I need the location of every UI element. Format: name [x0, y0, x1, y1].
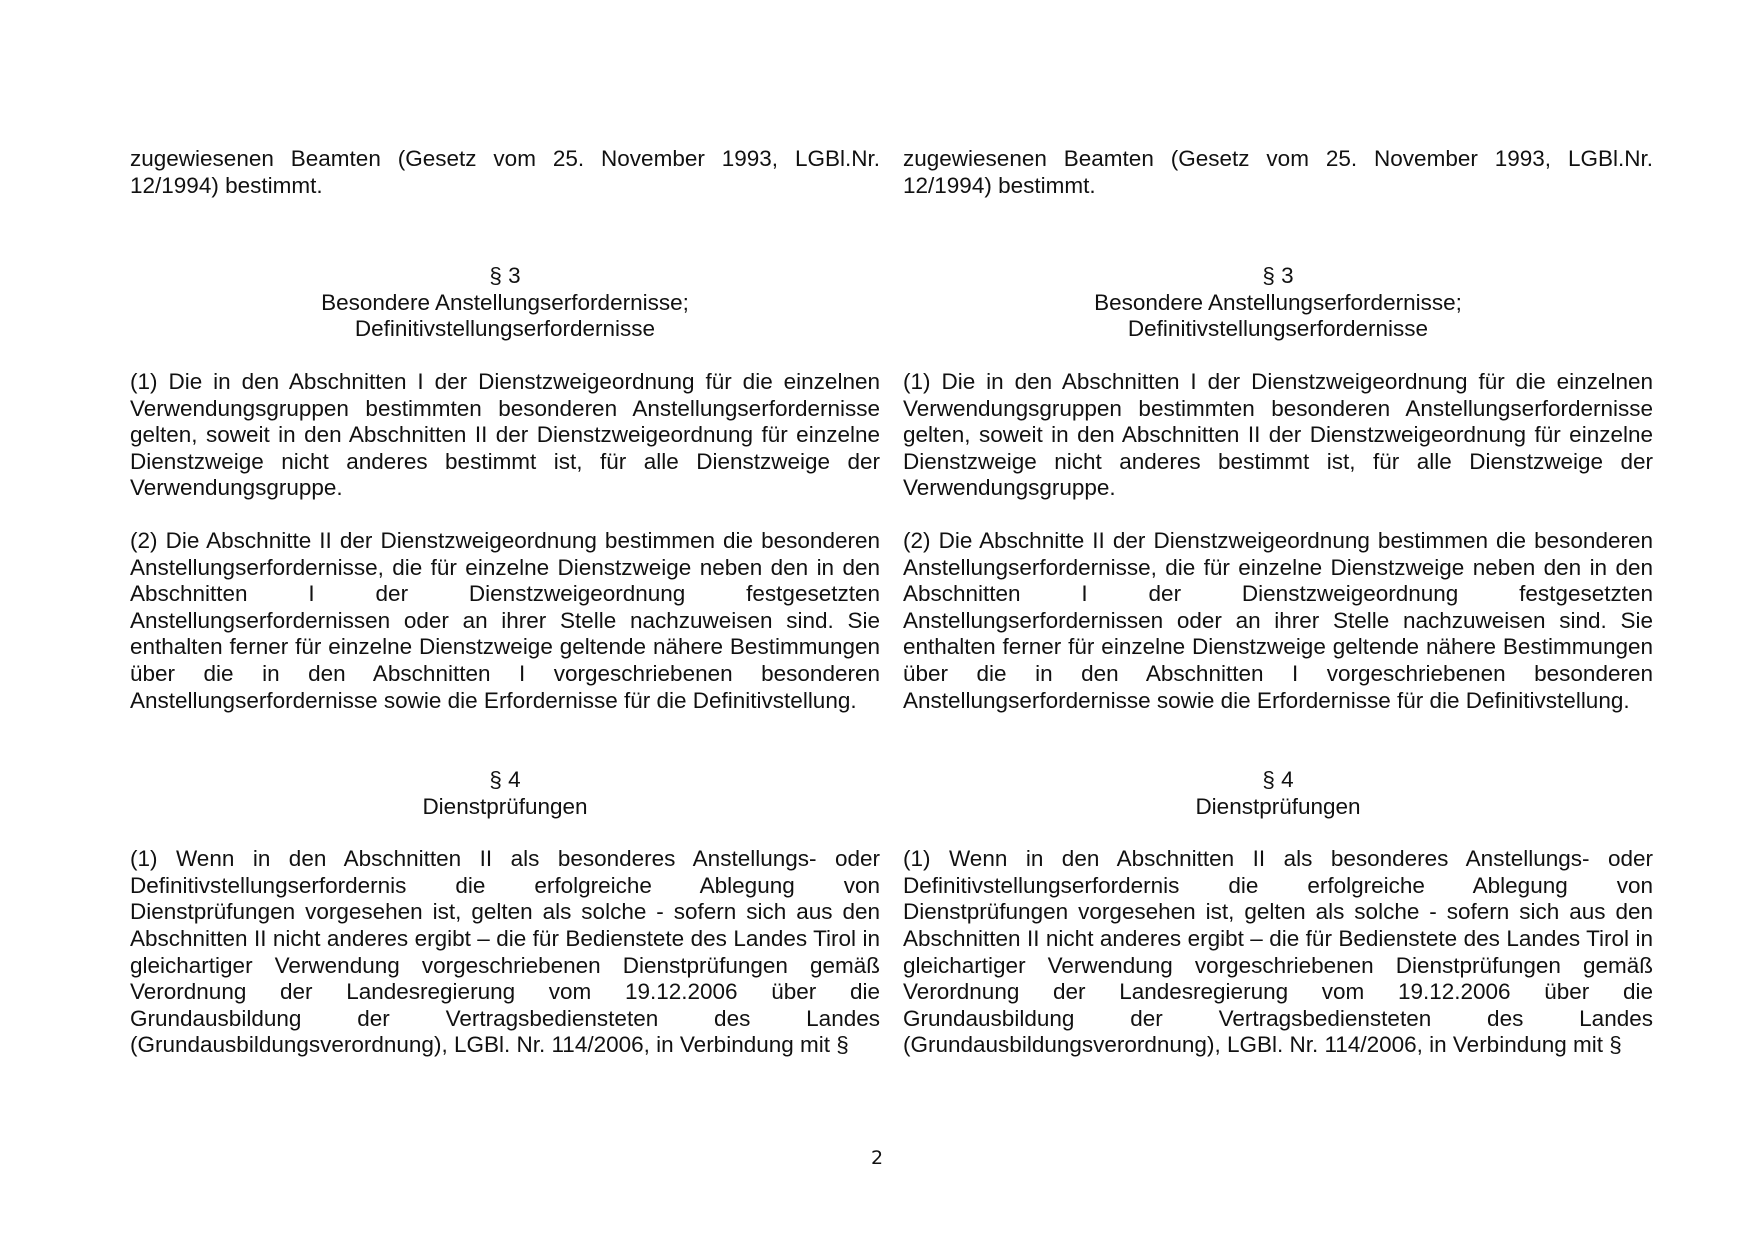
left-column — [130, 146, 880, 1059]
section-3-paragraph-2: (2) Die Abschnitte II der Dienstzweigeordnung bestimmen die besonderen Anstellungserfordernisse, die für einzelne Dienstzweige neben den in den Abschnitten I der Dienstzweigeordnung festgesetzten Anstellungserfordernissen oder an ihrer Stelle nachzuweisen sind. Sie enthalten ferner für einzelne Dienstzweige geltende nähere Bestimmungen über die in den Abschnitten I vorgeschriebenen besonderen Anstellungserfordernisse sowie die Erfordernisse für die Definitivstellung. — [130, 527, 880, 713]
section-3-heading — [130, 263, 880, 343]
section-title: Dienstprüfungen — [422, 793, 588, 819]
section-4-heading — [130, 767, 880, 820]
right-column — [903, 146, 1653, 1059]
intro-paragraph: zugewiesenen Beamten (Gesetz vom 25. November 1993, LGBl.Nr. 12/1994) bestimmt. — [903, 146, 1653, 198]
section-number: § 3 — [489, 263, 521, 289]
section-3-paragraph-2: (2) Die Abschnitte II der Dienstzweigeordnung bestimmen die besonderen Anstellungserfordernisse, die für einzelne Dienstzweige neben den in den Abschnitten I der Dienstzweigeordnung festgesetzten Anstellungserfordernissen oder an ihrer Stelle nachzuweisen sind. Sie enthalten ferner für einzelne Dienstzweige geltende nähere Bestimmungen über die in den Abschnitten I vorgeschriebenen besonderen Anstellungserfordernisse sowie die Erfordernisse für die Definitivstellung. — [903, 527, 1653, 713]
section-title-line-1: Besondere Anstellungserfordernisse; — [1094, 289, 1462, 315]
section-number: § 4 — [1262, 767, 1294, 793]
section-4-paragraph-1: (1) Wenn in den Abschnitten II als besonderes Anstellungs- oder Definitivstellungserfordernis die erfolgreiche Ablegung von Dienstprüfungen vorgesehen ist, gelten als solche - sofern sich aus den Abschnitten II nicht anderes ergibt – die für Bedienstete des Landes Tirol in gleichartiger Verwendung vorgeschriebenen Dienstprüfungen gemäß Verordnung der Landesregierung vom 19.12.2006 über die Grundausbildung der Vertragsbediensteten des Landes (Grundausbildungsverordnung), LGBl. Nr. 114/2006, in Verbindung mit § — [130, 846, 880, 1058]
section-title: Dienstprüfungen — [1195, 793, 1361, 819]
section-4-heading — [903, 767, 1653, 820]
section-3-paragraph-1: (1) Die in den Abschnitten I der Dienstzweigeordnung für die einzelnen Verwendungsgruppen bestimmten besonderen Anstellungserfordernisse gelten, soweit in den Abschnitten II der Dienstzweigeordnung für einzelne Dienstzweige nicht anderes bestimmt ist, für alle Dienstzweige der Verwendungsgruppe. — [130, 368, 880, 501]
section-number: § 3 — [1262, 263, 1294, 289]
section-title-line-2: Definitivstellungserfordernisse — [1127, 316, 1429, 342]
section-3-heading — [903, 263, 1653, 343]
page-number: 2 — [870, 1147, 884, 1169]
intro-paragraph: zugewiesenen Beamten (Gesetz vom 25. November 1993, LGBl.Nr. 12/1994) bestimmt. — [130, 146, 880, 198]
section-3-paragraph-1: (1) Die in den Abschnitten I der Dienstzweigeordnung für die einzelnen Verwendungsgruppen bestimmten besonderen Anstellungserfordernisse gelten, soweit in den Abschnitten II der Dienstzweigeordnung für einzelne Dienstzweige nicht anderes bestimmt ist, für alle Dienstzweige der Verwendungsgruppe. — [903, 368, 1653, 501]
section-title-line-2: Definitivstellungserfordernisse — [354, 316, 656, 342]
section-title-line-1: Besondere Anstellungserfordernisse; — [321, 289, 689, 315]
section-number: § 4 — [489, 767, 521, 793]
section-4-paragraph-1: (1) Wenn in den Abschnitten II als besonderes Anstellungs- oder Definitivstellungserfordernis die erfolgreiche Ablegung von Dienstprüfungen vorgesehen ist, gelten als solche - sofern sich aus den Abschnitten II nicht anderes ergibt – die für Bedienstete des Landes Tirol in gleichartiger Verwendung vorgeschriebenen Dienstprüfungen gemäß Verordnung der Landesregierung vom 19.12.2006 über die Grundausbildung der Vertragsbediensteten des Landes (Grundausbildungsverordnung), LGBl. Nr. 114/2006, in Verbindung mit § — [903, 846, 1653, 1058]
